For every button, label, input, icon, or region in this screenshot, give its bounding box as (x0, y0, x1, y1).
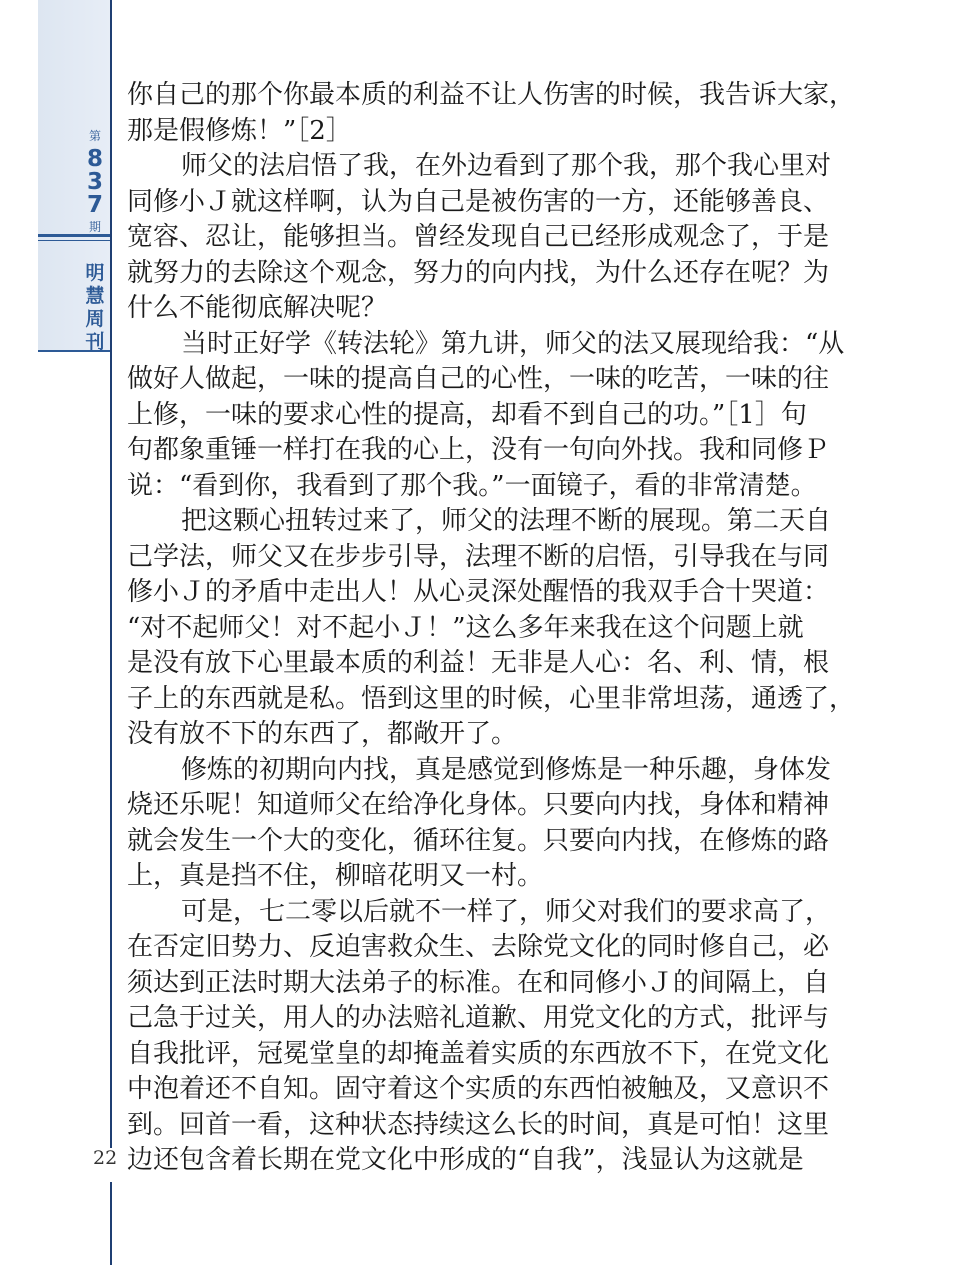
text-line: 上，真是挡不住，柳暗花明又一村。 (127, 861, 544, 891)
page-number: 22 (93, 1147, 118, 1169)
text-line: 师父的法启悟了我，在外边看到了那个我，那个我心里对 (181, 151, 832, 181)
text-line: 那是假修炼！”［2］ (127, 115, 352, 146)
text-line: 什么不能彻底解决呢？ (127, 293, 388, 323)
text-line: 当时正好学《转法轮》第九讲，师父的法又展现给我：“从 (181, 328, 845, 359)
issue-digit-2: 3 (86, 169, 103, 195)
text-line: 修小Ｊ的矛盾中走出人！从心灵深处醒悟的我双手合十哭道： (127, 577, 830, 607)
text-line: 到。回首一看，这种状态持续这么长的时间，真是可怕！这里 (127, 1109, 830, 1140)
text-line: 就努力的去除这个观念，努力的向内找，为什么还存在呢？为 (127, 257, 830, 288)
page-margin-rule (110, 0, 112, 1265)
issue-digit-3: 7 (86, 192, 103, 218)
issue-prefix: 第 (88, 129, 101, 143)
text-line: 在否定旧势力、反迫害救众生、去除党文化的同时修自己，必 (127, 932, 830, 962)
text-line: 子上的东西就是私。悟到这里的时候，心里非常坦荡，通透了， (127, 683, 856, 714)
text-line: 是没有放下心里最本质的利益！无非是人心：名、利、情，根 (127, 648, 830, 678)
text-line: 可是，七二零以后就不一样了，师父对我们的要求高了， (181, 896, 832, 927)
text-line: 己急于过关，用人的办法赔礼道歉、用党文化的方式，批评与 (127, 1003, 830, 1033)
text-line: 须达到正法时期大法弟子的标准。在和同修小Ｊ的间隔上，自 (127, 967, 830, 998)
magazine-title-char-1: 明 (85, 262, 105, 284)
text-line: 上修，一味的要求心性的提高，却看不到自己的功。”［1］句 (127, 399, 807, 430)
text-line: 烧还乐呢！知道师父在给净化身体。只要向内找，身体和精神 (127, 790, 830, 820)
text-line: 句都象重锤一样打在我的心上，没有一句向外找。我和同修Ｐ (127, 435, 830, 465)
article-body (127, 78, 856, 1179)
text-line: 修炼的初期向内找，真是感觉到修炼是一种乐趣，身体发 (181, 754, 832, 785)
text-line: 你自己的那个你最本质的利益不让人伤害的时候，我告诉大家， (127, 80, 856, 110)
text-line: 同修小Ｊ就这样啊，认为自己是被伤害的一方，还能够善良、 (127, 186, 830, 217)
magazine-title-char-3: 周 (85, 308, 105, 330)
magazine-title-char-2: 慧 (85, 285, 105, 307)
text-line: 宽容、忍让，能够担当。曾经发现自己已经形成观念了，于是 (127, 222, 830, 252)
sidebar-divider-thin (38, 240, 110, 241)
issue-suffix: 期 (88, 220, 101, 234)
text-line: 就会发生一个大的变化，循环往复。只要向内找，在修炼的路 (127, 825, 830, 856)
text-line: 边还包含着长期在党文化中形成的“自我”，浅显认为这就是 (127, 1145, 804, 1175)
text-line: 己学法，师父又在步步引导，法理不断的启悟，引导我在与同 (127, 541, 830, 572)
magazine-title-char-4: 刊 (85, 331, 105, 353)
issue-digit-1: 8 (86, 146, 103, 172)
text-line: 做好人做起，一味的提高自己的心性，一味的吃苦，一味的往 (127, 364, 830, 394)
text-line: “对不起师父！对不起小Ｊ！”这么多年来我在这个问题上就 (127, 612, 804, 643)
text-line: 自我批评，冠冕堂皇的却掩盖着实质的东西放不下，在党文化 (127, 1038, 830, 1069)
text-line: 中泡着还不自知。固守着这个实质的东西怕被触及，又意识不 (127, 1074, 830, 1104)
text-line: 说：“看到你，我看到了那个我。”一面镜子，看的非常清楚。 (127, 470, 817, 501)
text-line: 没有放不下的东西了，都敞开了。 (127, 719, 518, 749)
text-line: 把这颗心扭转过来了，师父的法理不断的展现。第二天自 (181, 506, 832, 536)
